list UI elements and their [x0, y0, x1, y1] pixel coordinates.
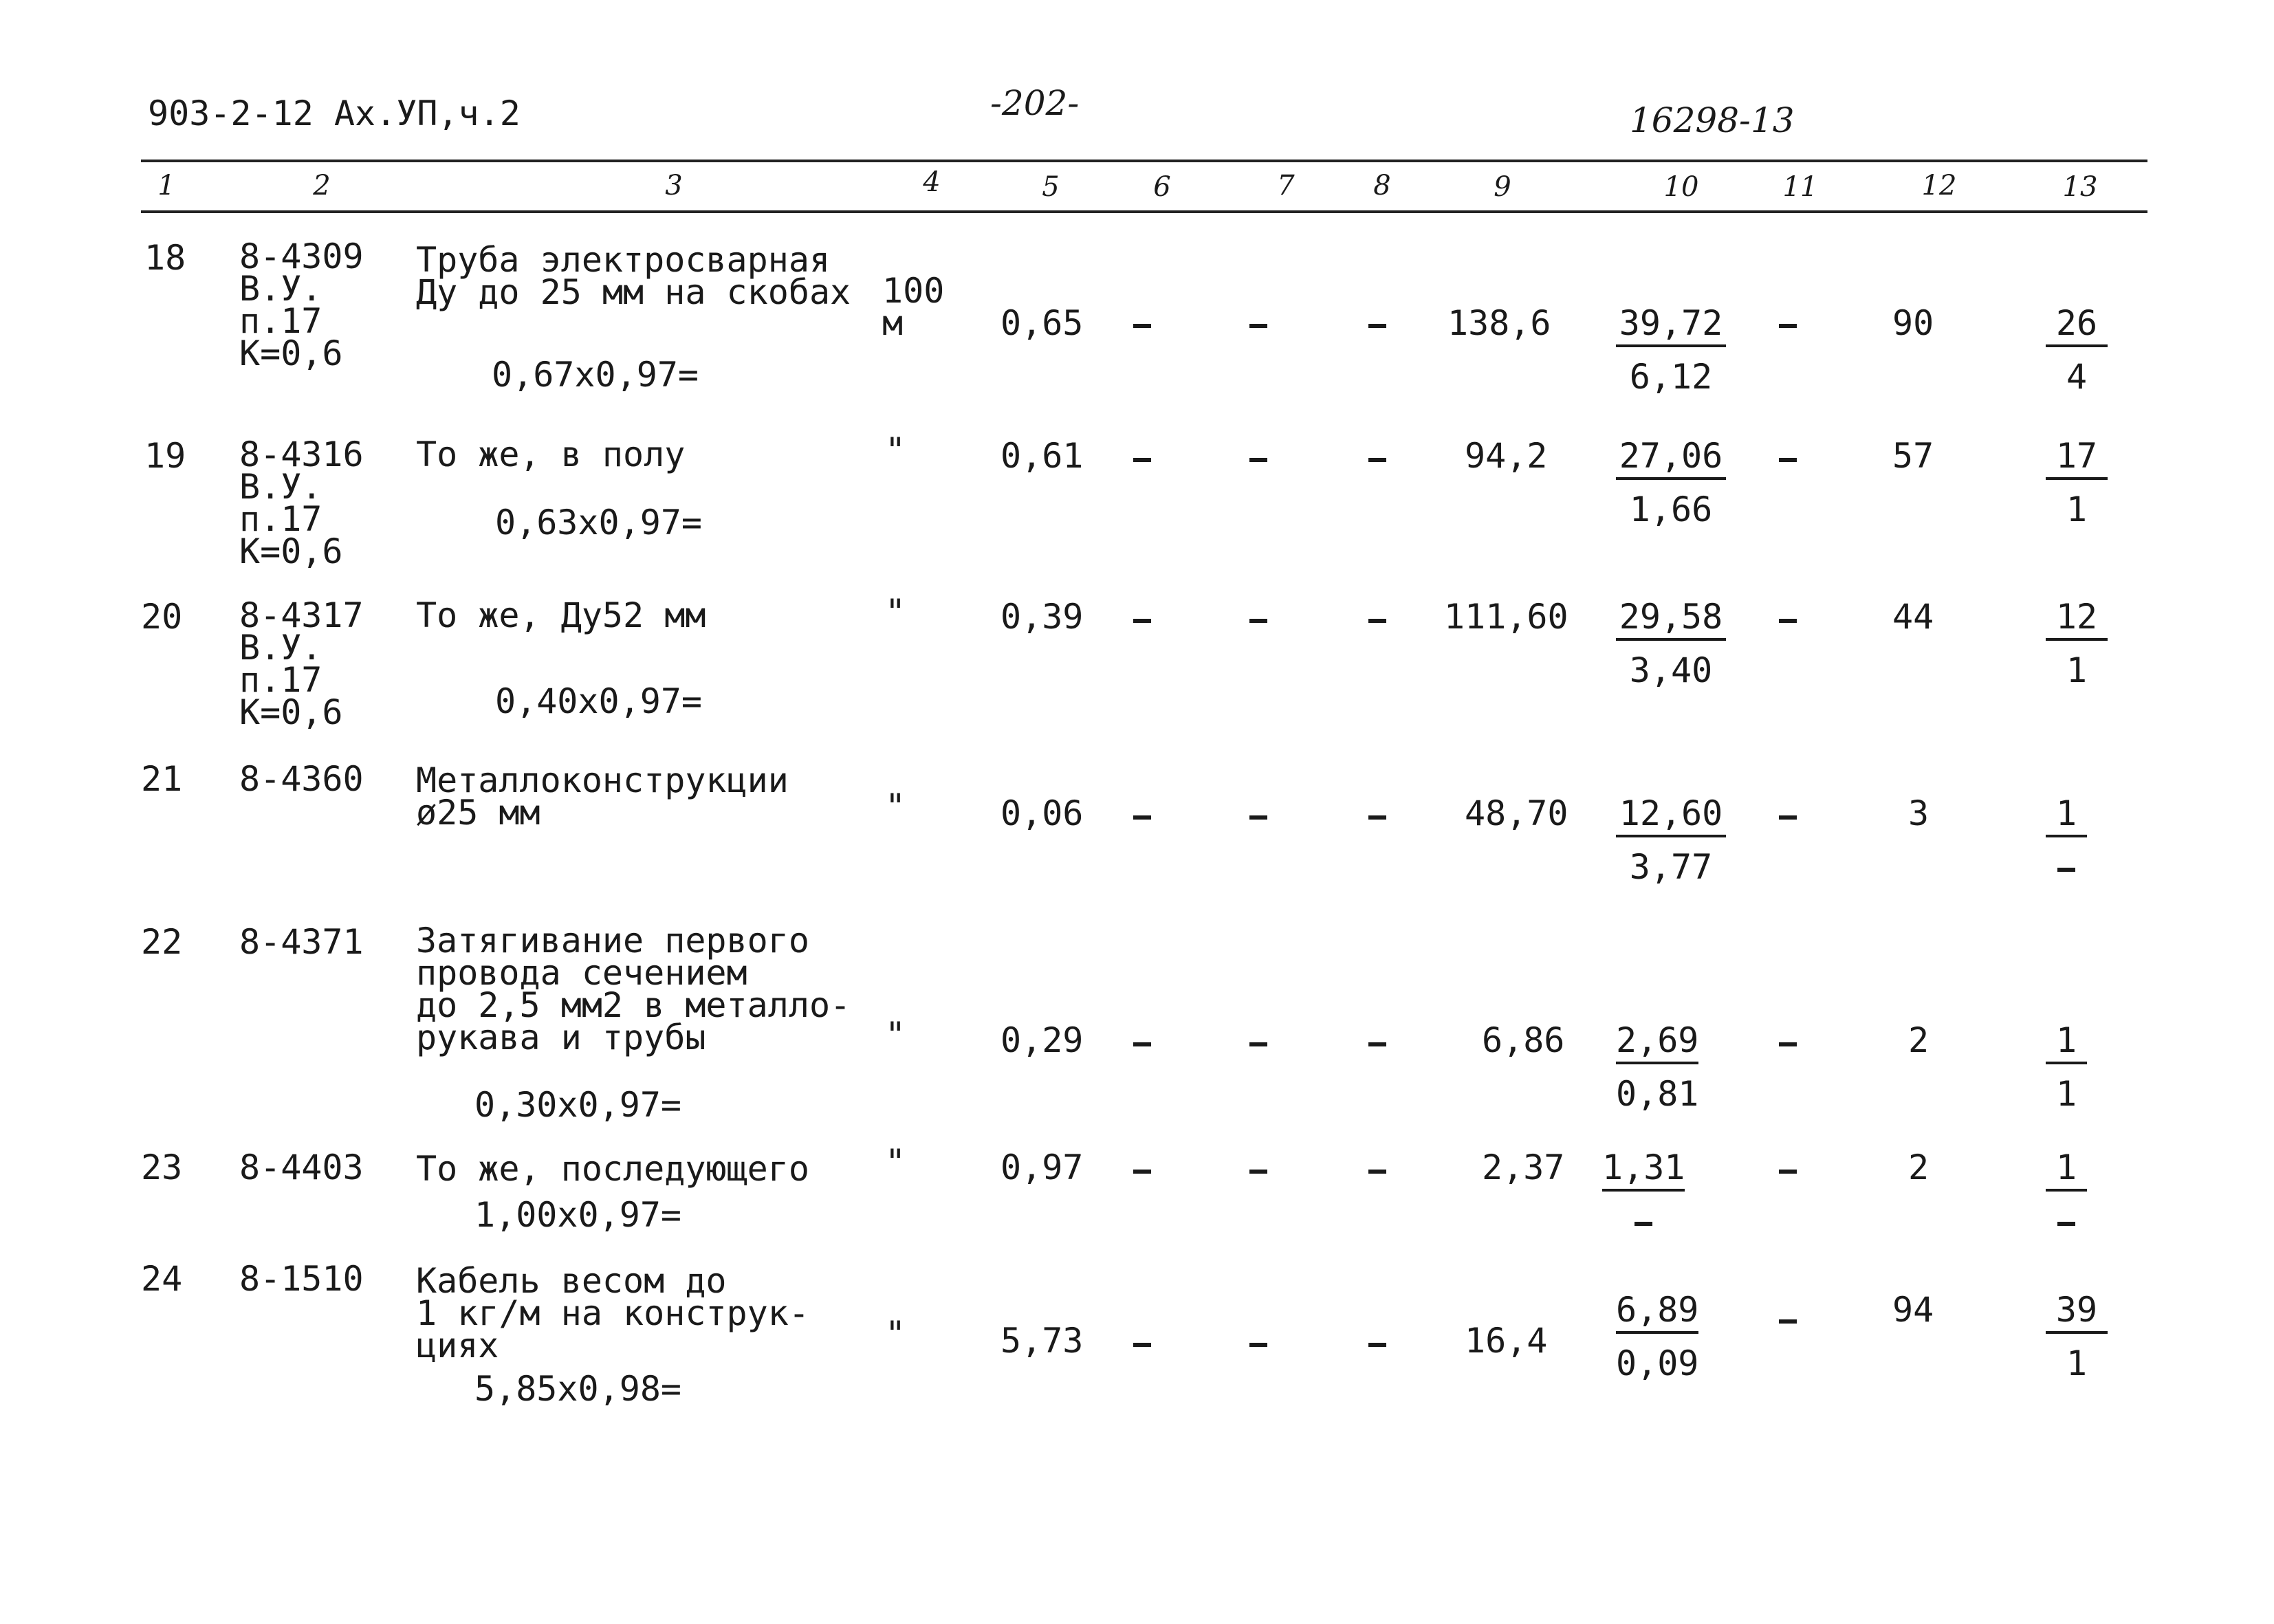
column-number: 1 — [157, 170, 175, 201]
column-number: 8 — [1373, 170, 1391, 201]
column-7-value — [1249, 1325, 1267, 1359]
dash-mark — [2057, 1222, 2075, 1226]
document-code: 903-2-12 Ах.УП,ч.2 — [148, 94, 521, 133]
rate-code: 8-4371 — [239, 922, 364, 962]
column-number: 13 — [2062, 171, 2098, 203]
column-11-value — [1779, 601, 1797, 635]
quantity: 0,29 — [1001, 1020, 1084, 1060]
fraction-bottom — [2046, 1192, 2087, 1238]
unit: 100 м — [882, 271, 945, 343]
table-top-rule — [141, 160, 2147, 162]
column-7-value — [1249, 306, 1267, 340]
column-11-value — [1779, 798, 1797, 832]
column-13-fraction — [2046, 1020, 2087, 1114]
work-description: Металлоконструкции ø25 мм — [416, 760, 789, 833]
column-10-fraction — [1602, 1150, 1685, 1238]
rate-code: 8-4360 — [239, 759, 364, 799]
column-number: 4 — [923, 166, 941, 198]
column-number: 11 — [1782, 171, 1818, 203]
column-number: 9 — [1494, 171, 1511, 203]
unit: " — [885, 1142, 906, 1182]
formula: 0,40х0,97= — [495, 681, 703, 721]
column-9-value: 16,4 — [1465, 1321, 1548, 1361]
column-9-value: 111,60 — [1444, 597, 1568, 637]
column-number: 2 — [313, 170, 331, 201]
work-description: Труба электросварная Ду до 25 мм на скобах — [416, 240, 851, 312]
column-8-value — [1368, 440, 1386, 474]
column-11-value — [1779, 306, 1797, 340]
column-12-value: 90 — [1892, 303, 1934, 343]
column-13-fraction — [2046, 303, 2108, 397]
dash-mark — [2057, 868, 2075, 872]
column-number: 7 — [1277, 170, 1295, 201]
unit: " — [885, 1314, 906, 1354]
column-12-value: 44 — [1892, 597, 1934, 637]
column-11-value — [1779, 1152, 1797, 1186]
column-8-value — [1368, 1325, 1386, 1359]
unit: " — [885, 787, 906, 826]
column-12-value: 3 — [1908, 793, 1929, 833]
work-description: То же, Ду52 мм — [416, 595, 706, 635]
column-11-value — [1779, 1302, 1797, 1336]
column-6-value — [1133, 798, 1151, 832]
quantity: 0,06 — [1001, 793, 1084, 833]
column-13-fraction — [2046, 597, 2108, 690]
fraction-bottom — [2046, 837, 2087, 884]
rate-code: 8-4317 В.У. п.17 К=0,6 — [239, 595, 364, 732]
fraction-top: 6,89 — [1616, 1293, 1698, 1334]
quantity: 0,97 — [1001, 1148, 1084, 1187]
column-10-fraction — [1616, 1020, 1699, 1114]
row-number: 21 — [141, 759, 183, 799]
fraction-top: 17 — [2046, 439, 2108, 480]
column-11-value — [1779, 1024, 1797, 1059]
column-12-value: 2 — [1908, 1020, 1929, 1060]
fraction-top: 12 — [2046, 600, 2108, 641]
column-6-value — [1133, 1325, 1151, 1359]
column-6-value — [1133, 601, 1151, 635]
fraction-bottom: 3,77 — [1629, 847, 1713, 887]
formula: 5,85х0,98= — [474, 1369, 682, 1409]
fraction-top: 29,58 — [1616, 600, 1726, 641]
fraction-top: 27,06 — [1616, 439, 1726, 480]
column-13-fraction — [2046, 436, 2108, 529]
column-10-fraction — [1616, 1290, 1699, 1383]
column-13-fraction — [2046, 793, 2087, 884]
fraction-bottom: 6,12 — [1629, 357, 1713, 397]
column-7-value — [1249, 440, 1267, 474]
formula: 1,00х0,97= — [474, 1195, 682, 1235]
unit: " — [885, 1015, 906, 1055]
work-description: Затягивание первого провода сечением до 2,5 мм2 в металло- рукава и трубы — [416, 921, 851, 1057]
fraction-bottom: 1 — [2066, 650, 2088, 690]
column-10-fraction — [1616, 436, 1726, 529]
fraction-bottom: 1 — [2066, 1343, 2088, 1383]
fraction-bottom: 1,66 — [1629, 490, 1713, 529]
fraction-top: 1,31 — [1602, 1150, 1685, 1192]
rate-code: 8-1510 — [239, 1259, 364, 1299]
column-10-fraction — [1616, 793, 1726, 887]
column-9-value: 2,37 — [1482, 1148, 1565, 1187]
row-number: 22 — [141, 922, 183, 962]
fraction-bottom: 1 — [2055, 1074, 2077, 1114]
column-10-fraction — [1616, 303, 1726, 397]
fraction-top: 39,72 — [1616, 306, 1726, 347]
column-9-value: 94,2 — [1465, 436, 1548, 476]
row-number: 24 — [141, 1259, 183, 1299]
page-number: -202- — [990, 83, 1080, 123]
sheet-code: 16298-13 — [1630, 100, 1795, 140]
column-12-value: 57 — [1892, 436, 1934, 476]
column-8-value — [1368, 1024, 1386, 1059]
dash-mark — [1635, 1222, 1652, 1226]
column-7-value — [1249, 601, 1267, 635]
fraction-top: 2,69 — [1616, 1023, 1698, 1064]
rate-code: 8-4316 В.У. п.17 К=0,6 — [239, 435, 364, 571]
fraction-top: 26 — [2046, 306, 2108, 347]
column-8-value — [1368, 798, 1386, 832]
fraction-bottom: 3,40 — [1629, 650, 1713, 690]
fraction-top: 1 — [2046, 1023, 2087, 1064]
row-number: 19 — [144, 436, 186, 476]
fraction-bottom: 4 — [2066, 357, 2088, 397]
rate-code: 8-4403 — [239, 1148, 364, 1187]
work-description: Кабель весом до 1 кг/м на конструк- циях — [416, 1261, 809, 1365]
column-6-value — [1133, 1024, 1151, 1059]
column-9-value: 138,6 — [1447, 303, 1551, 343]
column-12-value: 94 — [1892, 1290, 1934, 1330]
column-13-fraction — [2046, 1290, 2108, 1383]
column-number: 6 — [1153, 171, 1171, 203]
column-number: 5 — [1042, 171, 1060, 203]
fraction-top: 1 — [2046, 1150, 2087, 1192]
row-number: 23 — [141, 1148, 183, 1187]
row-number: 20 — [141, 597, 183, 637]
column-7-value — [1249, 1152, 1267, 1186]
column-7-value — [1249, 1024, 1267, 1059]
column-9-value: 6,86 — [1482, 1020, 1565, 1060]
row-number: 18 — [144, 238, 186, 278]
quantity: 5,73 — [1001, 1321, 1084, 1361]
fraction-top: 39 — [2046, 1293, 2108, 1334]
column-6-value — [1133, 440, 1151, 474]
column-number: 3 — [665, 170, 683, 201]
column-8-value — [1368, 1152, 1386, 1186]
quantity: 0,65 — [1001, 303, 1084, 343]
column-number: 12 — [1921, 170, 1957, 201]
work-description: То же, в полу — [416, 435, 686, 474]
rate-code: 8-4309 В.У. п.17 К=0,6 — [239, 237, 364, 373]
quantity: 0,61 — [1001, 436, 1084, 476]
table-header-rule — [141, 210, 2147, 213]
column-8-value — [1368, 306, 1386, 340]
unit: " — [885, 430, 906, 470]
formula: 0,63х0,97= — [495, 503, 703, 542]
fraction-bottom: 0,09 — [1616, 1343, 1699, 1383]
column-10-fraction — [1616, 597, 1726, 690]
fraction-bottom: 0,81 — [1616, 1074, 1699, 1114]
formula: 0,30х0,97= — [474, 1085, 682, 1125]
column-6-value — [1133, 306, 1151, 340]
column-9-value: 48,70 — [1465, 793, 1568, 833]
fraction-bottom — [1602, 1192, 1685, 1238]
formula: 0,67х0,97= — [492, 355, 699, 395]
column-11-value — [1779, 440, 1797, 474]
work-description: То же, последующего — [416, 1149, 809, 1189]
column-number: 10 — [1663, 171, 1699, 203]
column-8-value — [1368, 601, 1386, 635]
fraction-top: 12,60 — [1616, 796, 1726, 837]
quantity: 0,39 — [1001, 597, 1084, 637]
column-6-value — [1133, 1152, 1151, 1186]
column-12-value: 2 — [1908, 1148, 1929, 1187]
column-7-value — [1249, 798, 1267, 832]
fraction-bottom: 1 — [2066, 490, 2088, 529]
unit: " — [885, 592, 906, 632]
column-13-fraction — [2046, 1150, 2087, 1238]
fraction-top: 1 — [2046, 796, 2087, 837]
